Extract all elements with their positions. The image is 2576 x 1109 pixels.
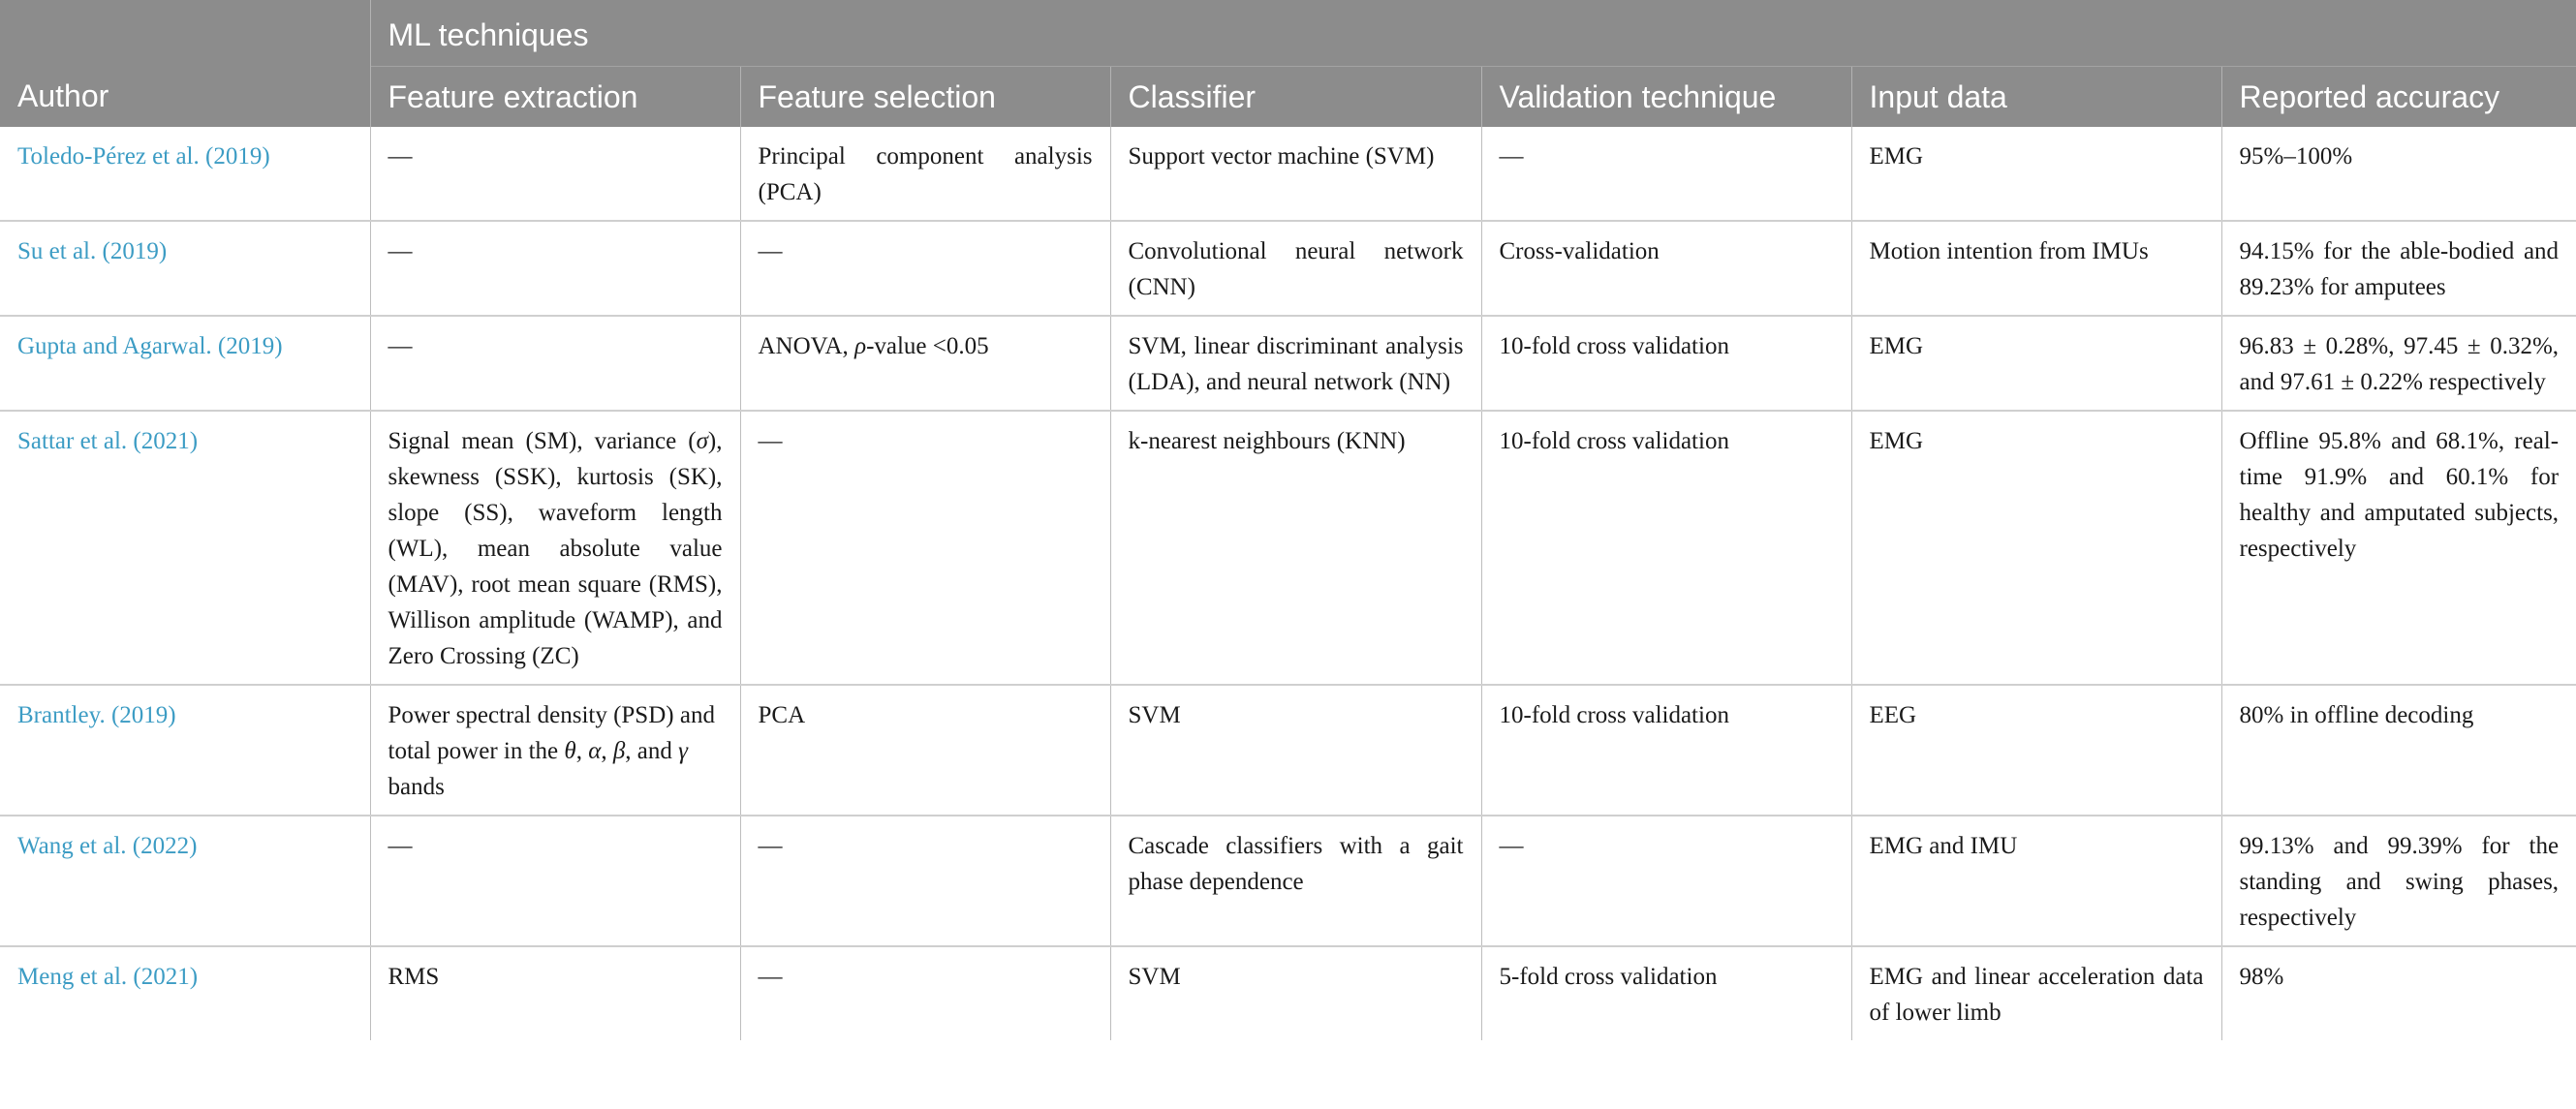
feature-extraction-text-post: bands: [388, 774, 445, 800]
validation-cell: 10-fold cross validation: [1481, 316, 1851, 411]
accuracy-cell: 94.15% for the able-bodied and 89.23% for amputees: [2221, 221, 2576, 316]
feature-selection-cell: Principal component analysis (PCA): [740, 127, 1110, 221]
feature-extraction-cell: RMS: [370, 946, 740, 1040]
gamma-symbol: γ: [678, 738, 688, 764]
column-header-feature-extraction: Feature extraction: [370, 67, 740, 128]
accuracy-cell: 96.83 ± 0.28%, 97.45 ± 0.32%, and 97.61 ± 0.22% respectively: [2221, 316, 2576, 411]
input-data-cell: EMG: [1851, 127, 2221, 221]
feature-extraction-cell: —: [370, 816, 740, 946]
feature-selection-cell: —: [740, 221, 1110, 316]
classifier-cell: Support vector machine (SVM): [1110, 127, 1481, 221]
classifier-cell: SVM: [1110, 946, 1481, 1040]
input-data-cell: EMG and IMU: [1851, 816, 2221, 946]
feature-selection-text-pre: ANOVA,: [758, 333, 855, 359]
table-header: [0, 0, 2576, 127]
group-header-ml-techniques: ML techniques: [370, 0, 2576, 67]
accuracy-cell: 95%–100%: [2221, 127, 2576, 221]
theta-symbol: θ: [564, 738, 576, 764]
validation-cell: Cross-validation: [1481, 221, 1851, 316]
feature-extraction-cell: —: [370, 127, 740, 221]
feature-selection-cell: —: [740, 816, 1110, 946]
alpha-symbol: α: [588, 738, 602, 764]
feature-extraction-cell: —: [370, 316, 740, 411]
table-row: [0, 316, 2576, 411]
separator-comma: ,: [575, 738, 589, 764]
feature-extraction-cell: [370, 411, 740, 685]
column-header-feature-selection: Feature selection: [740, 67, 1110, 128]
beta-symbol: β: [612, 738, 626, 764]
column-header-row: [0, 67, 2576, 128]
author-link[interactable]: Gupta and Agarwal. (2019): [0, 316, 370, 411]
classifier-cell: SVM: [1110, 685, 1481, 816]
author-link[interactable]: Wang et al. (2022): [0, 816, 370, 946]
column-header-reported-accuracy: Reported accuracy: [2221, 67, 2576, 128]
group-header-spacer: [0, 0, 370, 67]
validation-cell: —: [1481, 127, 1851, 221]
sigma-symbol: σ: [696, 428, 708, 454]
column-header-classifier: Classifier: [1110, 67, 1481, 128]
feature-extraction-text-pre: Power spectral density (PSD) and total power in the: [388, 702, 715, 764]
group-header-row: [0, 0, 2576, 67]
classifier-cell: Cascade classifiers with a gait phase dependence: [1110, 816, 1481, 946]
input-data-cell: EMG: [1851, 316, 2221, 411]
validation-cell: 10-fold cross validation: [1481, 685, 1851, 816]
rho-symbol: ρ: [854, 333, 867, 359]
input-data-cell: EEG: [1851, 685, 2221, 816]
author-link[interactable]: Brantley. (2019): [0, 685, 370, 816]
classifier-cell: k-nearest neighbours (KNN): [1110, 411, 1481, 685]
feature-selection-cell: —: [740, 411, 1110, 685]
column-header-validation-technique: Validation technique: [1481, 67, 1851, 128]
separator-and: , and: [625, 738, 679, 764]
table-row: [0, 127, 2576, 221]
input-data-cell: EMG and linear acceleration data of lower limb: [1851, 946, 2221, 1040]
feature-extraction-text-post: ), skewness (SSK), kurtosis (SK), slope (SS), waveform length (WL), mean absolute value (MAV), root mean square (RMS), Willison amplitude (WAMP), and Zero Crossing (ZC): [388, 428, 723, 669]
validation-cell: 5-fold cross validation: [1481, 946, 1851, 1040]
feature-extraction-cell: [370, 685, 740, 816]
input-data-cell: EMG: [1851, 411, 2221, 685]
feature-selection-cell: [740, 316, 1110, 411]
classifier-cell: SVM, linear discriminant analysis (LDA), and neural network (NN): [1110, 316, 1481, 411]
feature-extraction-text-pre: Signal mean (SM), variance (: [388, 428, 697, 454]
classifier-cell: Convolutional neural network (CNN): [1110, 221, 1481, 316]
table-row: [0, 685, 2576, 816]
author-link[interactable]: Sattar et al. (2021): [0, 411, 370, 685]
author-link[interactable]: Meng et al. (2021): [17, 964, 199, 990]
feature-selection-text-post: -value <0.05: [866, 333, 989, 359]
author-link[interactable]: Toledo-Pérez et al. (2019): [0, 127, 370, 221]
author-link[interactable]: Su et al. (2019): [0, 221, 370, 316]
feature-selection-cell: PCA: [740, 685, 1110, 816]
validation-cell: —: [1481, 816, 1851, 946]
separator-comma: ,: [601, 738, 613, 764]
validation-cell: 10-fold cross validation: [1481, 411, 1851, 685]
input-data-cell: Motion intention from IMUs: [1851, 221, 2221, 316]
table-row: [0, 946, 2576, 1040]
table-row: [0, 221, 2576, 316]
accuracy-cell: Offline 95.8% and 68.1%, real-time 91.9% and 60.1% for healthy and amputated subjects, respectively: [2221, 411, 2576, 685]
column-header-input-data: Input data: [1851, 67, 2221, 128]
table-body: [0, 127, 2576, 1040]
feature-selection-cell: —: [740, 946, 1110, 1040]
table-row: [0, 411, 2576, 685]
column-header-author: Author: [0, 67, 370, 128]
feature-extraction-cell: —: [370, 221, 740, 316]
accuracy-cell: 98%: [2221, 946, 2576, 1040]
table-row: [0, 816, 2576, 946]
accuracy-cell: 99.13% and 99.39% for the standing and swing phases, respectively: [2221, 816, 2576, 946]
accuracy-cell: 80% in offline decoding: [2221, 685, 2576, 816]
